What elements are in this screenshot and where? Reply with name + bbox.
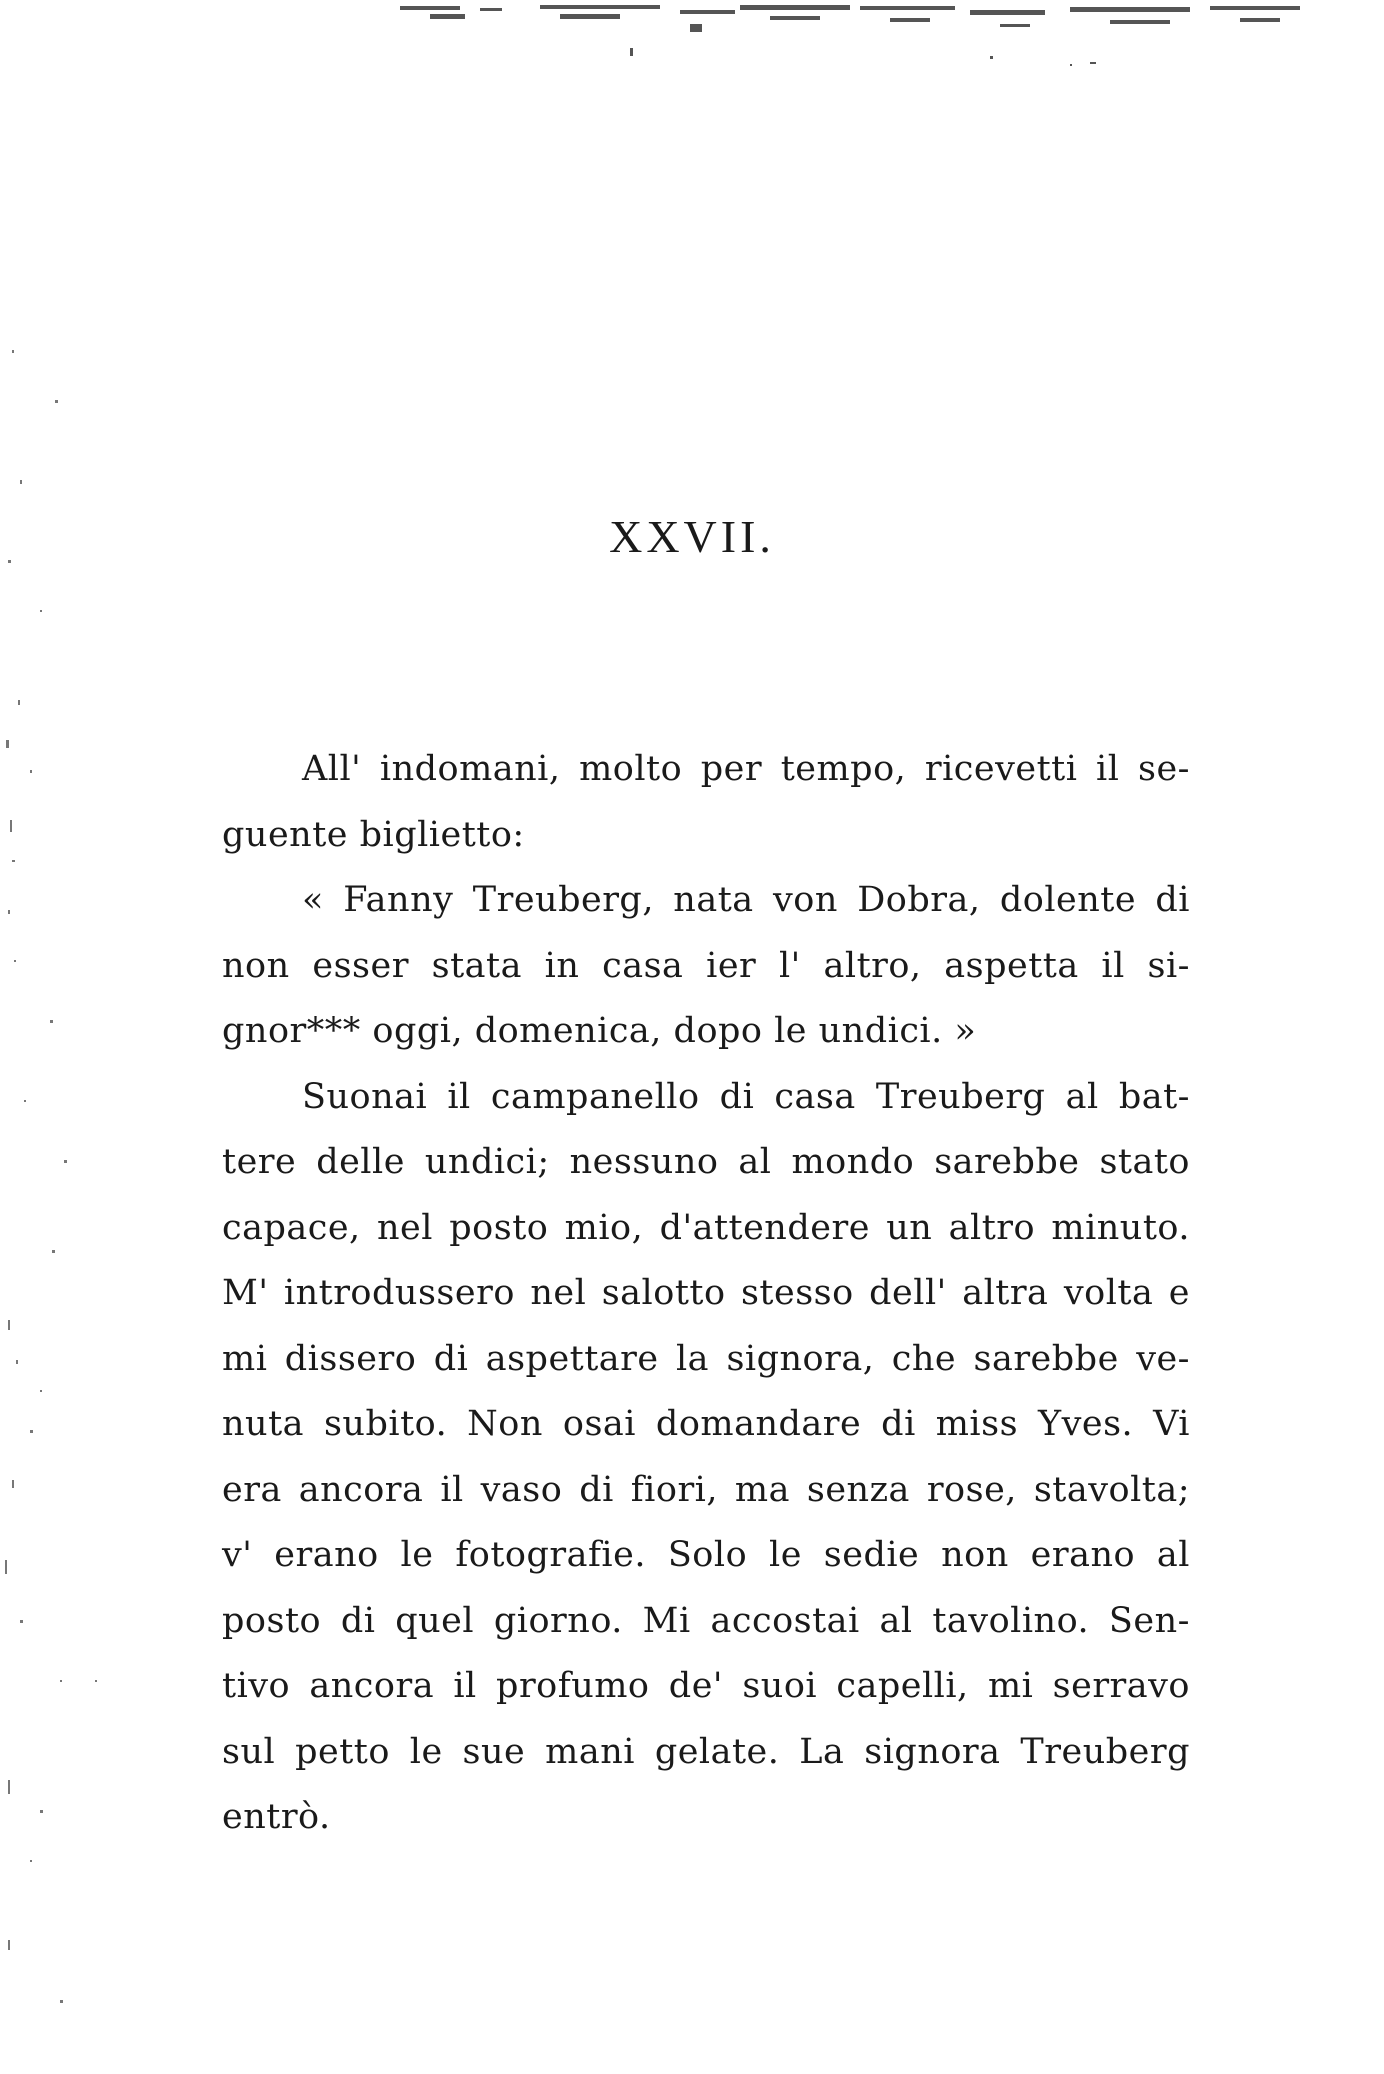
scan-noise-top [390,0,1320,90]
text-line: v' erano le fotografie. Solo le sedie non erano al [222,1535,1190,1575]
chapter-heading: XXVII. [609,511,775,562]
paragraph [222,737,1190,868]
scan-noise-left [0,300,110,2060]
text-line: nuta subito. Non osai domandare di miss Yves. Vi [222,1404,1190,1444]
text-line: sul petto le sue mani gelate. La signora Treuberg [222,1731,1190,1772]
text-line: Suonai il campanello di casa Treuberg al bat- [302,1076,1190,1117]
text-line: « Fanny Treuberg, nata von Dobra, dolente di [302,880,1190,920]
text-line: All' indomani, molto per tempo, ricevetti il se- [302,749,1190,789]
paragraph [222,1065,1190,1851]
text-line: M' introdussero nel salotto stesso dell' altra volta e [222,1273,1190,1313]
text-line: gnor*** oggi, domenica, dopo le undici. » [222,1011,977,1051]
text-line: non esser stata in casa ier l' altro, aspetta il si- [222,945,1190,986]
chapter-text [222,737,1190,1851]
text-line: tere delle undici; nessuno al mondo sarebbe stato [222,1142,1190,1182]
text-line: posto di quel giorno. Mi accostai al tavolino. Sen- [222,1600,1190,1641]
text-line: mi dissero di aspettare la signora, che sarebbe ve- [222,1338,1190,1379]
paragraph [222,868,1190,1065]
text-line: era ancora il vaso di fiori, ma senza rose, stavolta; [222,1469,1190,1510]
text-line: capace, nel posto mio, d'attendere un altro minuto. [222,1207,1190,1248]
text-line: entrò. [222,1797,331,1837]
text-line: guente biglietto: [222,814,525,855]
text-line: tivo ancora il profumo de' suoi capelli, mi serravo [222,1666,1190,1706]
